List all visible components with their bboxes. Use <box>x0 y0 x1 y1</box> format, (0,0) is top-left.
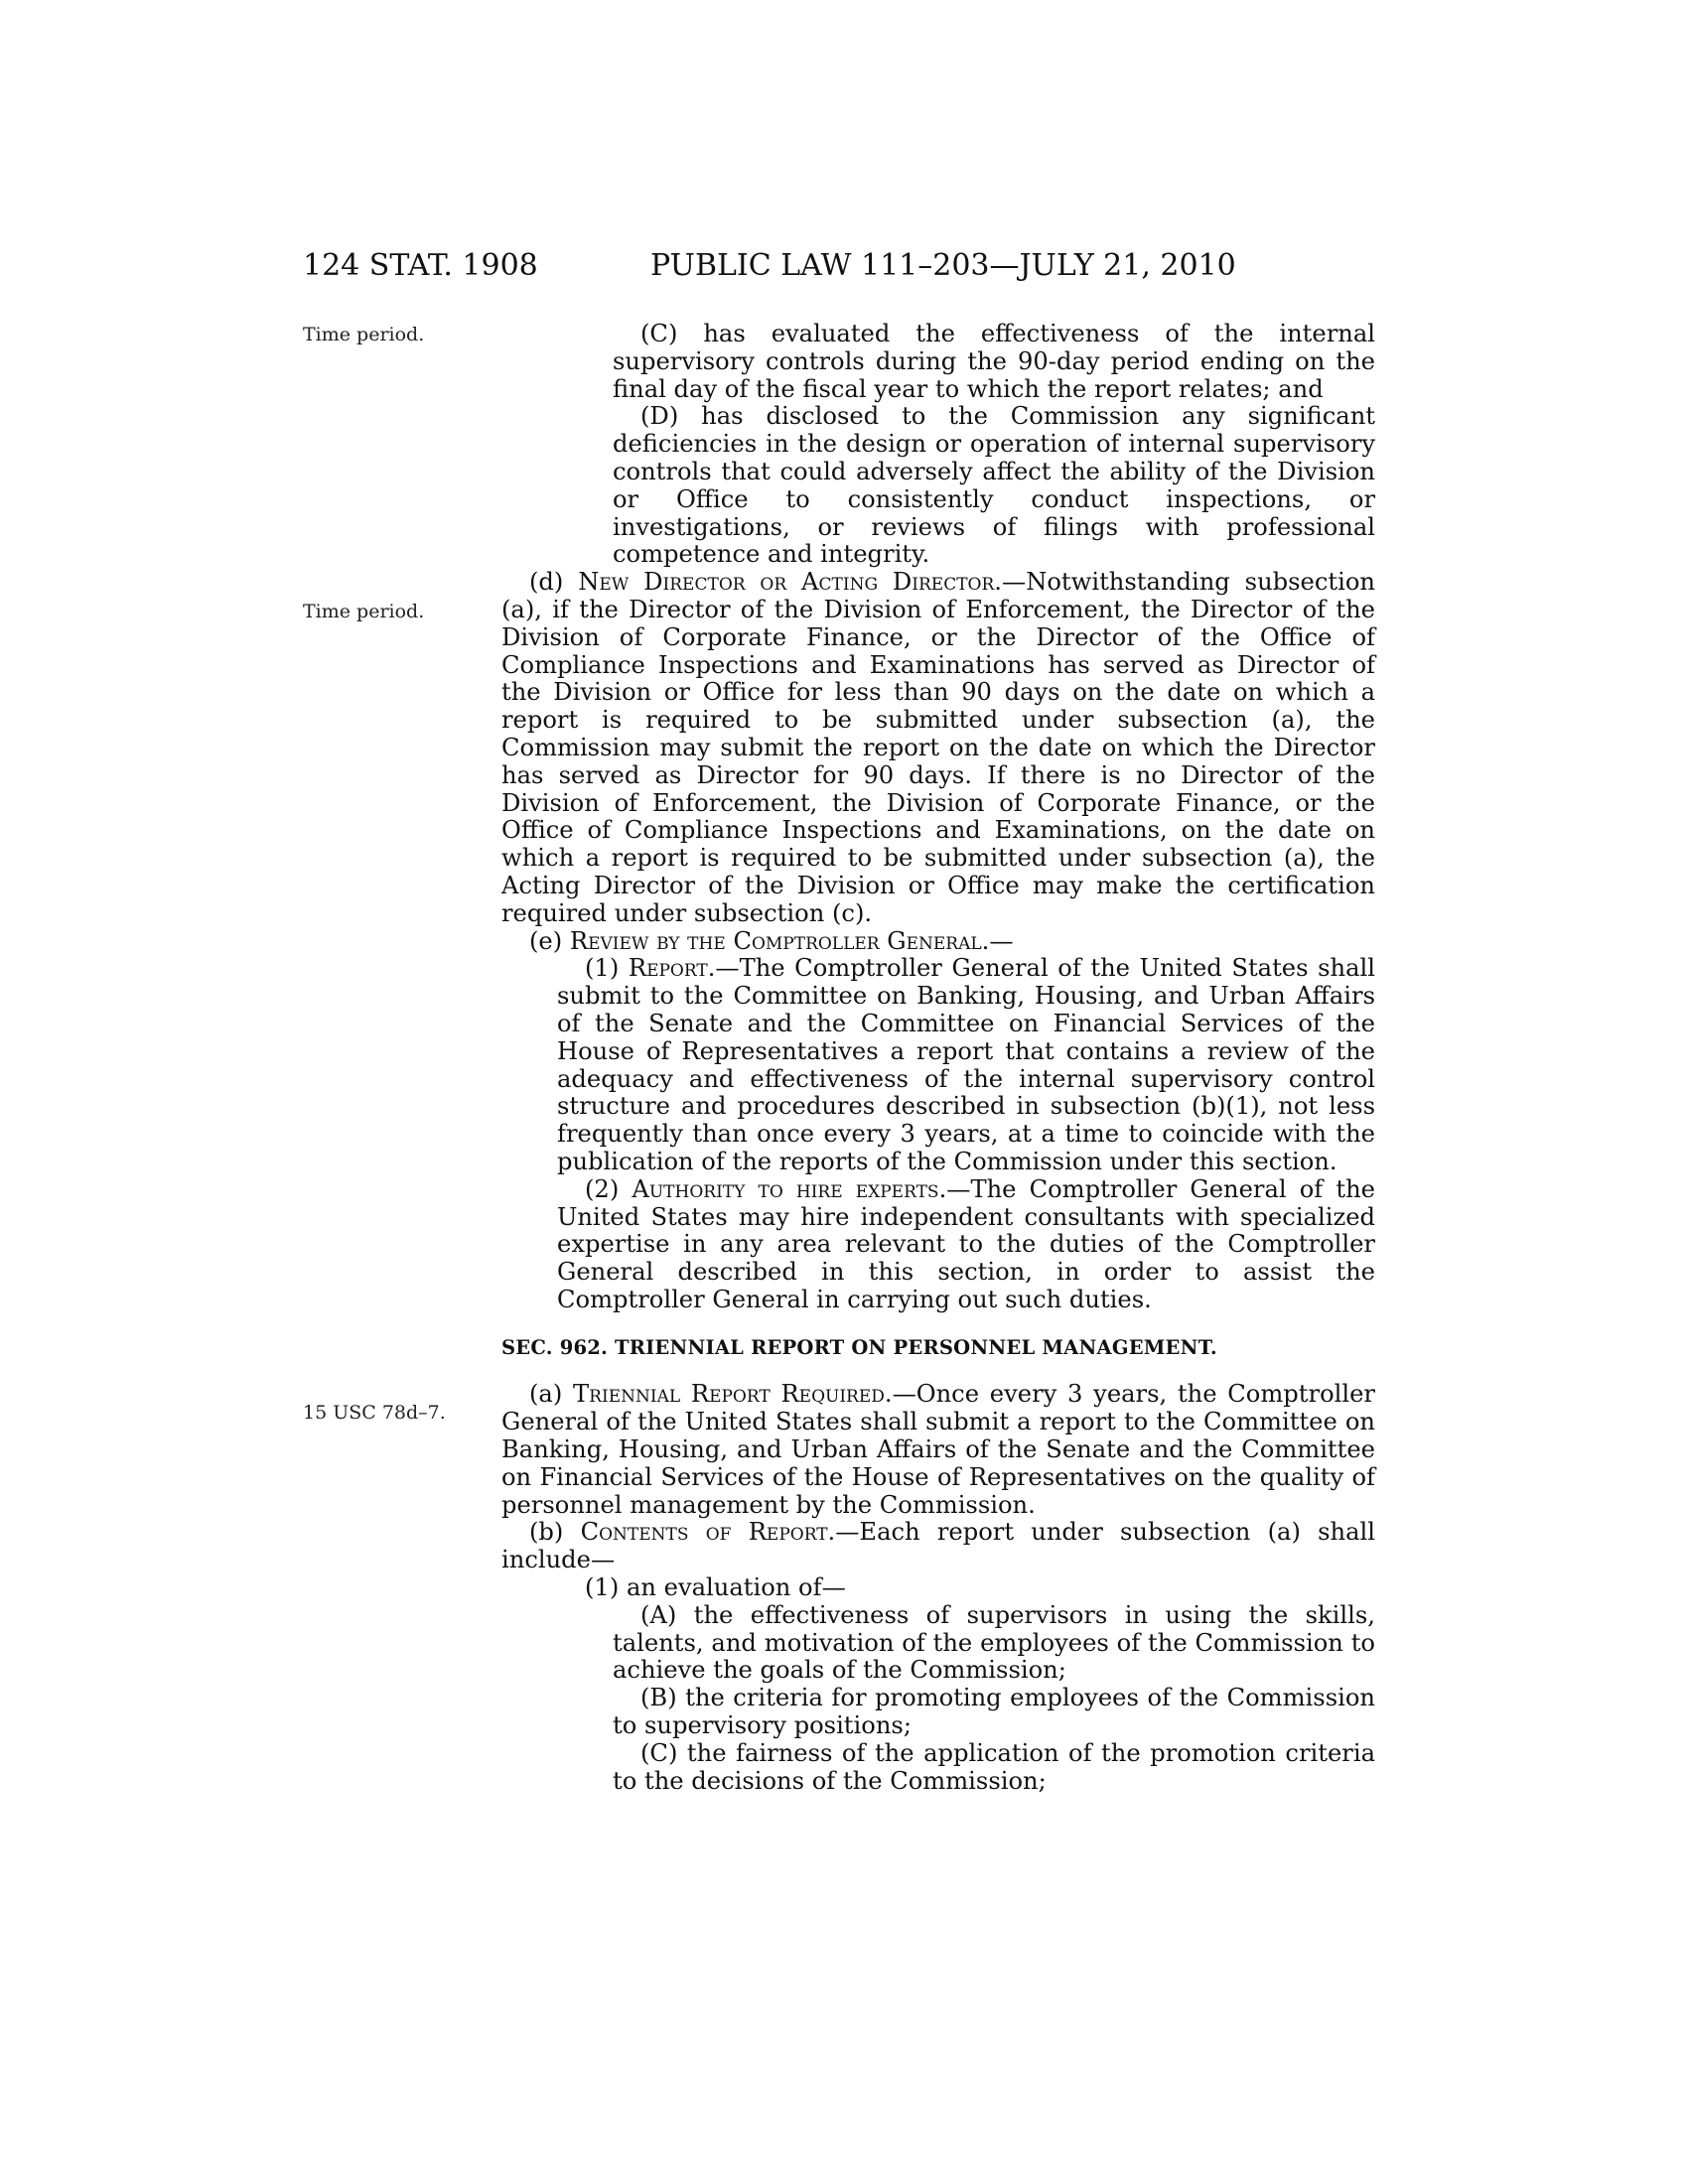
paragraph-b1: (1) an evaluation of— <box>585 1573 846 1602</box>
page-header <box>303 248 1375 288</box>
paragraph-d-cap: (D) has disclosed to the Commission any significant deficiencies in the design or operation of internal supervisory controls that could adversely affect the ability of the Division or Office to consistently conduct inspections, or investigations, or reviews of filings with professional competence and integrity. <box>613 402 1375 569</box>
paragraph-c: (C) has evaluated the effectiveness of the internal supervisory controls during the 90-day period ending on the final day of the fiscal year to which the report relates; and <box>613 320 1375 403</box>
subsection-b-number: (b) <box>529 1518 564 1547</box>
paragraph-e2-number: (2) <box>585 1174 620 1203</box>
paragraph-b1A: (A) the effectiveness of supervisors in using the skills, talents, and motivation of the employees of the Commission to achieve the goals of the Commission; <box>613 1600 1375 1685</box>
paragraph-b1B: (B) the criteria for promoting employees of the Commission to supervisory positions; <box>613 1684 1375 1740</box>
subsection-e-number: (e) <box>529 926 563 955</box>
section-962-subsection-b: (b) Contents of Report.—Each report under subsection (a) shall include— <box>501 1518 1375 1574</box>
subsection-a-number: (a) <box>529 1380 563 1409</box>
paragraph-e2: (2) Authority to hire experts.—The Comptroller General of the United States may hire independent consultants with specialized expertise in any area relevant to the duties of the Comptroller General described in this section, in order to assist the Comptroller General in carrying out such duties. <box>557 1174 1375 1313</box>
section-962-subsection-a: (a) Triennial Report Required.—Once every 3 years, the Comptroller General of the United States shall submit a report to the Committee on Banking, Housing, and Urban Affairs of the Senate and the Committee on Financial Services of the House of Representatives on the quality of personnel management by the Commission. <box>501 1380 1375 1519</box>
paragraph-e1-number: (1) <box>585 954 620 983</box>
section-962-heading: SEC. 962. TRIENNIAL REPORT ON PERSONNEL MANAGEMENT. <box>501 1335 1217 1359</box>
subsection-d-number: (d) <box>529 568 564 597</box>
subsection-a-text: Once every 3 years, the Comptroller General of the United States shall submit a report to the Committee on Banking, Housing, and Urban Affairs of the Senate and the Committee on Financial Services of the House of Representatives on the quality of personnel management by the Commission. <box>501 1380 1375 1519</box>
subsection-b-text: Each report under subsection (a) shall include— <box>501 1518 1375 1574</box>
paragraph-e1: (1) Report.—The Comptroller General of the United States shall submit to the Committee on Banking, Housing, and Urban Affairs of the Senate and the Committee on Financial Services of the House of Representatives a report that contains a review of the adequacy and effectiveness of the internal supervisory control structure and procedures described in subsection (b)(1), not less frequently than once every 3 years, at a time to coincide with the publication of the reports of the Commission under this section. <box>557 954 1375 1175</box>
paragraph-b1C: (C) the fairness of the application of the promotion criteria to the decisions of the Commission; <box>613 1738 1375 1795</box>
paragraph-e1-heading: Report. <box>628 954 716 983</box>
subsection-a-heading: Triennial Report Required. <box>573 1380 893 1409</box>
subsection-e-heading: Review by the Comptroller General. <box>569 926 990 955</box>
subsection-d-text: Notwithstanding subsection (a), if the Director of the Division of Enforcement, the Director of the Division of Corporate Finance, or the Director of the Office of Compliance Inspections and Examinations has served as Director of the Division or Office for less than 90 days on the date on which a report is required to be submitted under subsection (a), the Commission may submit the report on the date on which the Director has served as Director for 90 days. If there is no Director of the Division of Enforcement, the Division of Corporate Finance, or the Office of Compliance Inspections and Examinations, on the date on which a report is required to be submitted under subsection (a), the Acting Director of the Division or Office may make the certification required under subsection (c). <box>501 568 1375 927</box>
subsection-d-heading: New Director or Acting Director. <box>578 568 1002 597</box>
body-text <box>501 321 1375 1795</box>
paragraph-e1-text: The Comptroller General of the United States shall submit to the Committee on Banking, Housing, and Urban Affairs of the Senate and the Committee on Financial Services of the House of Representatives a report that contains a review of the adequacy and effectiveness of the internal supervisory control structure and procedures described in subsection (b)(1), not less frequently than once every 3 years, at a time to coincide with the publication of the reports of the Commission under this section. <box>557 954 1375 1175</box>
margin-note-time-period: Time period. <box>303 601 425 622</box>
statute-page-number: 124 STAT. 1908 <box>303 248 538 283</box>
subsection-e: (e) Review by the Comptroller General.— <box>529 926 1014 955</box>
paragraph-e2-heading: Authority to hire experts. <box>632 1174 947 1203</box>
subsection-d: (d) New Director or Acting Director.—Notwithstanding subsection (a), if the Director of the Division of Enforcement, the Director of the Division of Corporate Finance, or the Director of the Office of Compliance Inspections and Examinations has served as Director of the Division or Office for less than 90 days on the date on which a report is required to be submitted under subsection (a), the Commission may submit the report on the date on which the Director has served as Director for 90 days. If there is no Director of the Division of Enforcement, the Division of Corporate Finance, or the Office of Compliance Inspections and Examinations, on the date on which a report is required to be submitted under subsection (a), the Acting Director of the Division or Office may make the certification required under subsection (c). <box>501 568 1375 927</box>
margin-note-usc-citation: 15 USC 78d–7. <box>303 1402 446 1424</box>
subsection-b-heading: Contents of Report. <box>580 1518 836 1547</box>
public-law-title: PUBLIC LAW 111–203—JULY 21, 2010 <box>650 248 1236 283</box>
paragraph-e2-text: The Comptroller General of the United States may hire independent consultants with specialized expertise in any area relevant to the duties of the Comptroller General described in this section, in order to assist the Comptroller General in carrying out such duties. <box>557 1174 1375 1313</box>
margin-note-time-period: Time period. <box>303 324 425 345</box>
